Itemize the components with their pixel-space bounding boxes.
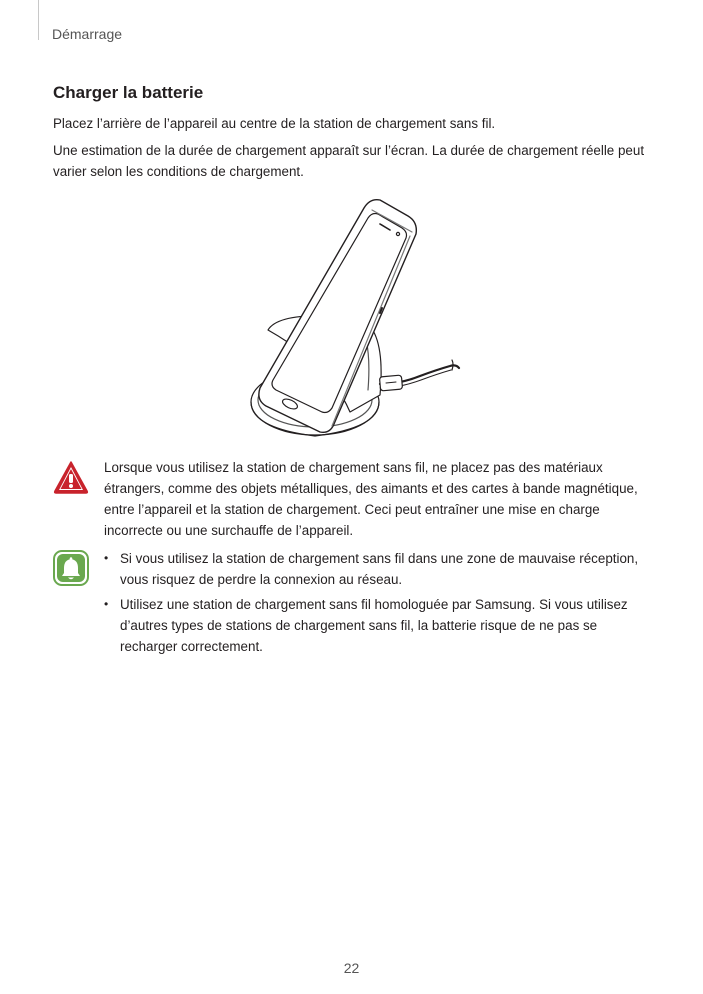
note-item-text: Si vous utilisez la station de chargement sans fil dans une zone de mauvaise réception, vous risquez de perdre la connexion au réseau. <box>120 551 639 587</box>
bullet: • <box>104 551 109 565</box>
note-list <box>104 548 652 661</box>
section-label: Démarrage <box>52 26 123 42</box>
intro-paragraph: Placez l’arrière de l’appareil au centre de la station de chargement sans fil. <box>53 116 496 131</box>
page-heading: Charger la batterie <box>53 83 204 102</box>
page-edge-rule <box>38 0 39 40</box>
caution-text: Lorsque vous utilisez la station de chargement sans fil, ne placez pas des matériaux étrangers, comme des objets métalliques, des aimants et des cartes à bande magnétique, entre l’appareil et la station de chargement. Ceci peut entraîner une mise en charge incorrecte ou une surchauffe de l’appareil. <box>104 460 638 538</box>
warning-icon <box>53 459 89 495</box>
list-item <box>104 594 652 657</box>
list-item <box>104 548 652 590</box>
note-item-text: Utilisez une station de chargement sans fil homologuée par Samsung. Si vous utilisez d’autres types de stations de chargement sans fil, la batterie risque de ne pas se recharger correctement. <box>120 597 628 654</box>
charging-time-paragraph: Une estimation de la durée de chargement apparaît sur l’écran. La durée de chargement réelle peut varier selon les conditions de chargement. <box>53 143 645 179</box>
bullet: • <box>104 597 109 611</box>
bell-icon <box>53 550 89 586</box>
wireless-charger-illustration <box>240 190 470 445</box>
page-number: 22 <box>343 960 360 976</box>
